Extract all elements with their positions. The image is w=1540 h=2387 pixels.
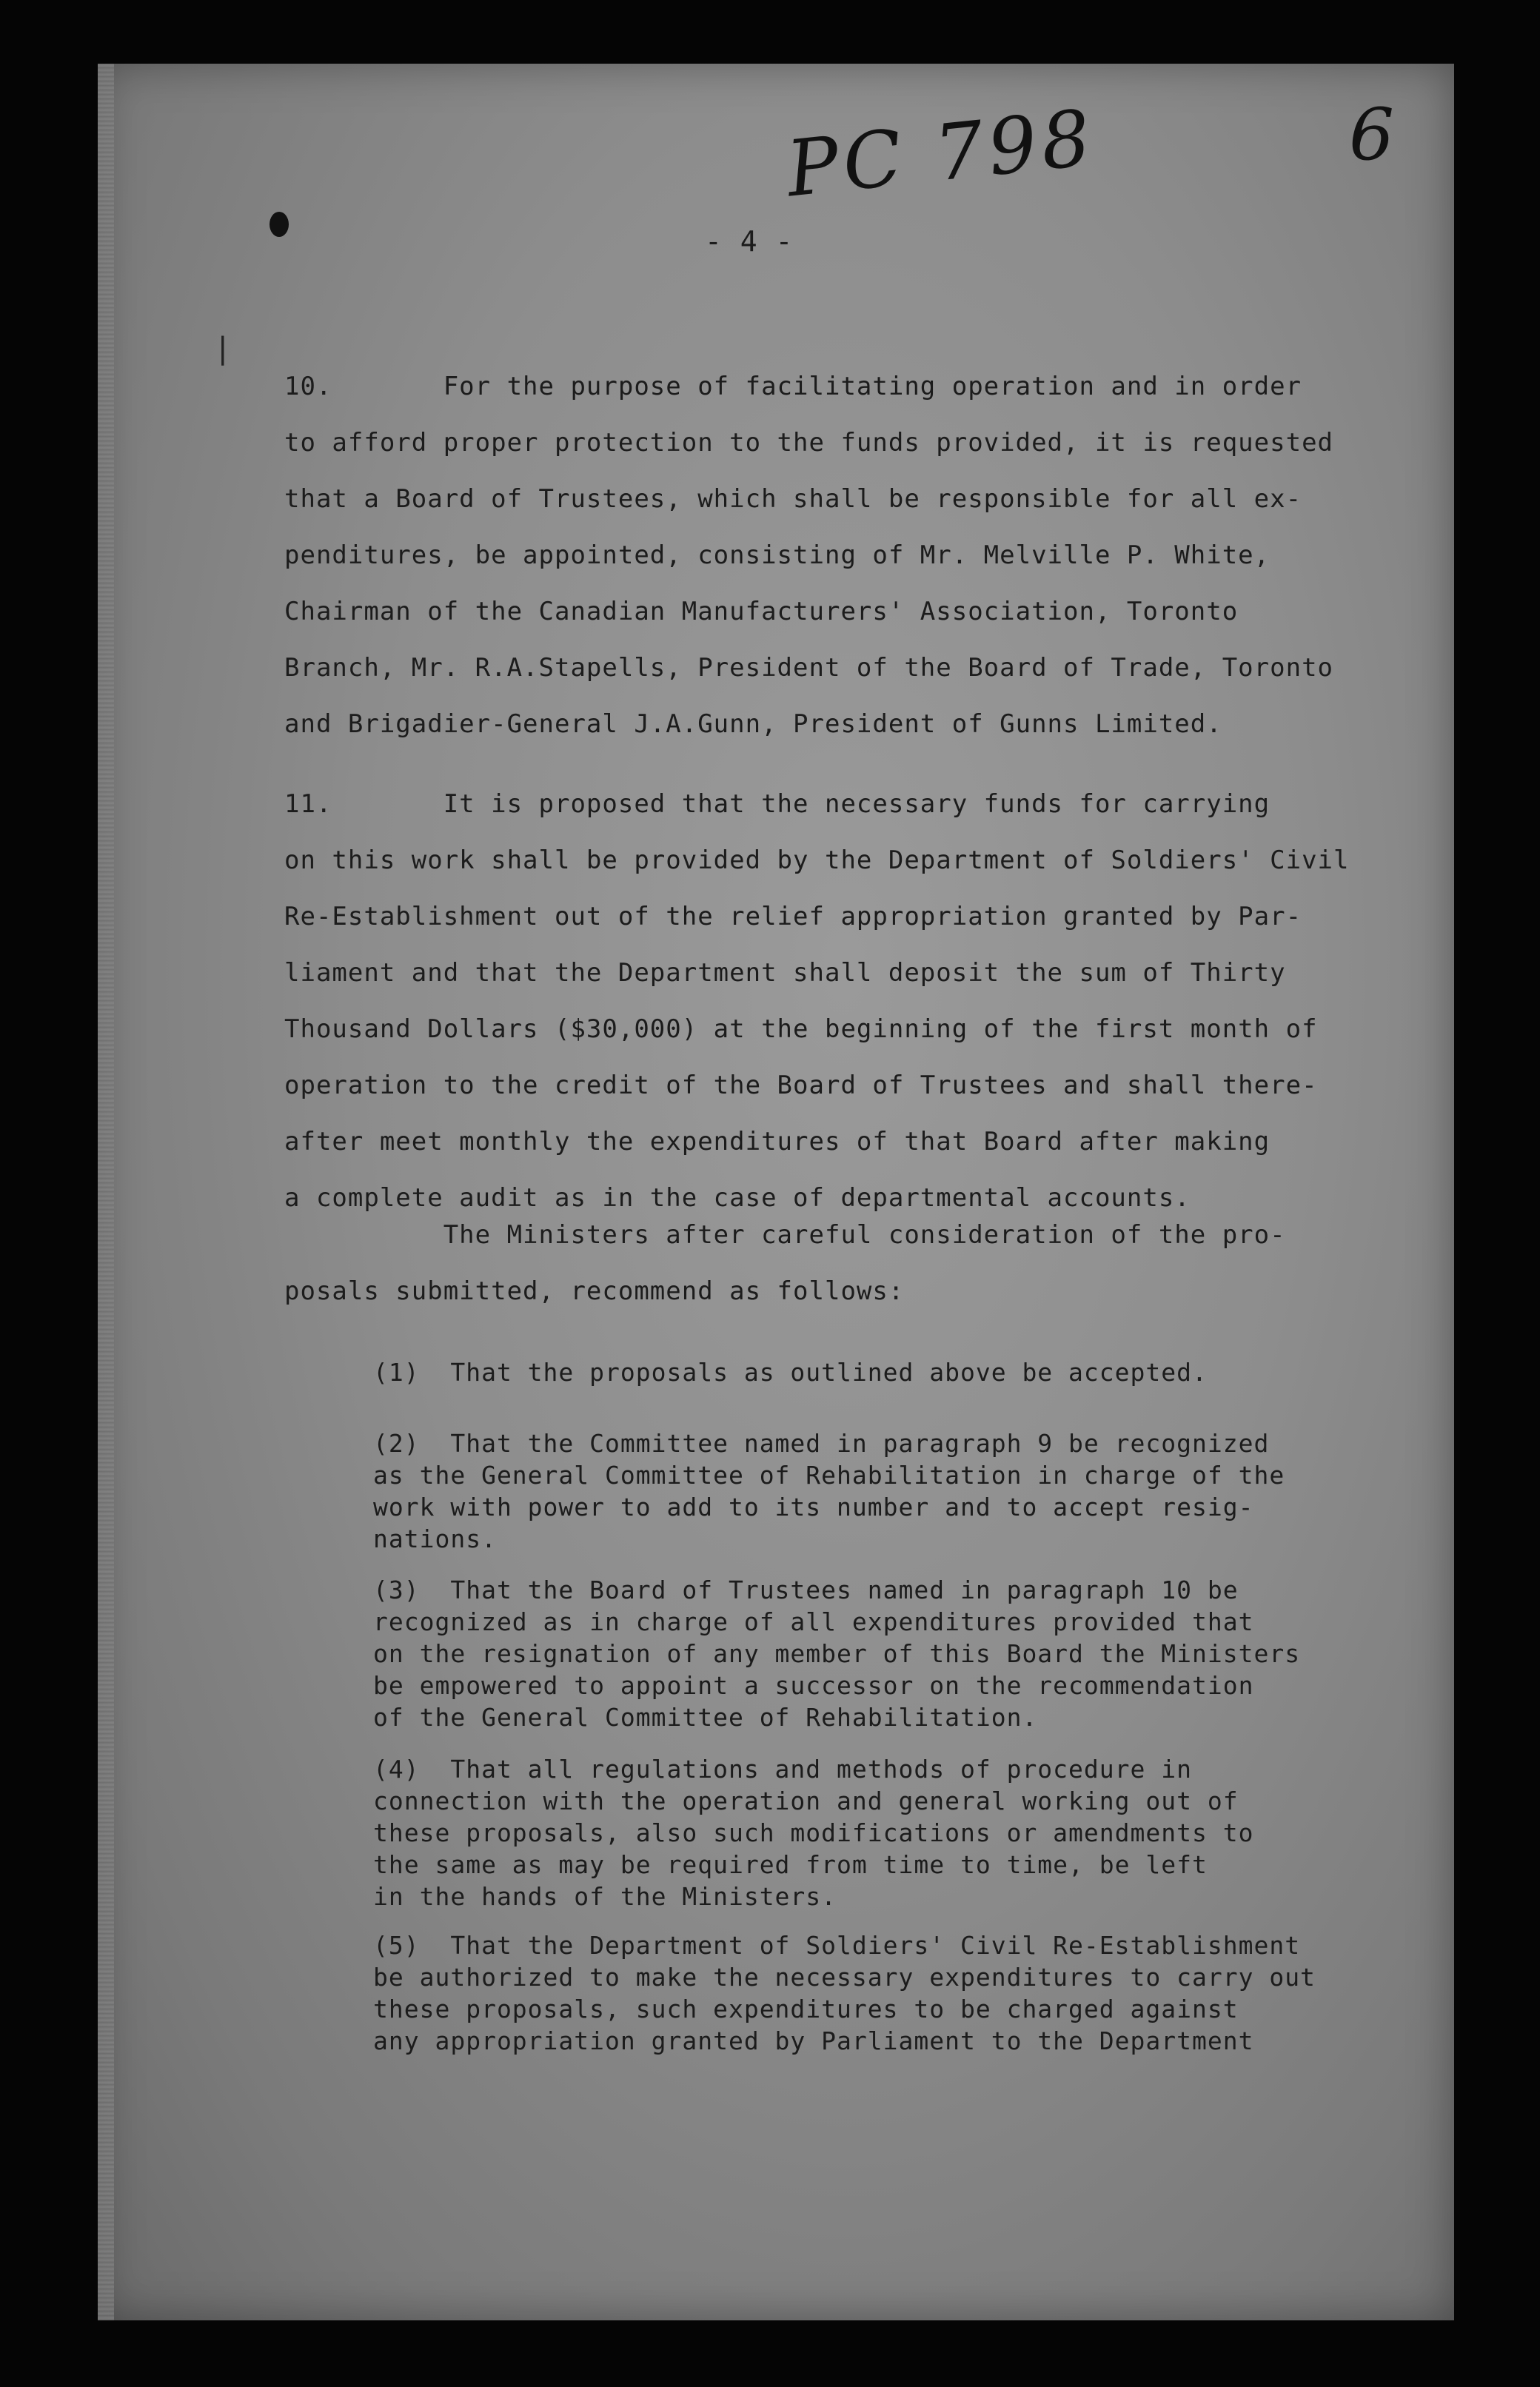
punch-hole-mark — [270, 212, 289, 237]
recommendation-3: (3) That the Board of Trustees named in paragraph 10 be recognized as in charge of all expenditures provided that on the resignation of any member of this Board the Ministers be empowered to appoint a successor on the recommendation of the General Committee of Rehabilitation. — [373, 1576, 1301, 1732]
handwritten-folio-number: 6 — [1349, 93, 1395, 176]
paragraph-10: 10. For the purpose of facilitating operation and in order to afford proper protection to the funds provided, it is requested that a Board of Trustees, which shall be responsible for all ex- penditures, be appointed, consisting of Mr. Melville P. White, Chairman of the Canadian Manufacturers' Association, Toronto Branch, Mr. R.A.Stapells, President of the Board of Trade, Toronto and Brigadier-General J.A.Gunn, President of Gunns Limited. — [284, 372, 1334, 739]
recommendation-1: (1) That the proposals as outlined above be accepted. — [373, 1358, 1208, 1387]
paragraph-11: 11. It is proposed that the necessary funds for carrying on this work shall be provided by the Department of Soldiers' Civil Re-Establishment out of the relief appropriation granted by Par- liament and that the Department shall deposit the sum of Thirty Thousand Dollars ($30,000) at the beginning of the first month of operation to the credit of the Board of Trustees and shall there- after meet monthly the expenditures of that Board after making a complete audit as in the case of departmental accounts. — [284, 789, 1350, 1213]
margin-tick-mark: | — [218, 332, 228, 366]
recommendation-2: (2) That the Committee named in paragraph 9 be recognized as the General Committee of Rehabilitation in charge of the work with power to add to its number and to accept resig- nations. — [373, 1429, 1285, 1553]
handwritten-reference-number: PC 798 — [782, 92, 1099, 215]
recommendations-intro: The Ministers after careful consideration of the pro- posals submitted, recommend as follows: — [284, 1220, 1286, 1306]
document-page — [98, 64, 1454, 2320]
binding-edge — [98, 64, 114, 2320]
page-number: - 4 - — [705, 225, 794, 258]
recommendation-5: (5) That the Department of Soldiers' Civil Re-Establishment be authorized to make the necessary expenditures to carry out these proposals, such expenditures to be charged against any appropriation granted by Parliament to the Department — [373, 1931, 1316, 2055]
recommendation-4: (4) That all regulations and methods of procedure in connection with the operation and general working out of these proposals, also such modifications or amendments to the same as may be required from time to time, be left in the hands of the Ministers. — [373, 1755, 1254, 1911]
